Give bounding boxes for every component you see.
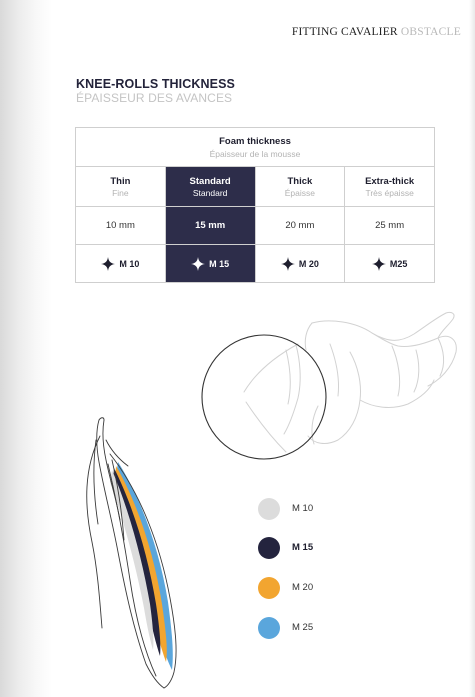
column-subtitle: Très épaisse <box>365 187 414 198</box>
header-title: FITTING CAVALIER <box>291 26 398 38</box>
thickness-value: 15 mm <box>195 220 226 231</box>
foam-subtitle: Épaisseur de la mousse <box>209 148 301 159</box>
legend-label: M 25 <box>292 622 314 633</box>
model-code: M 10 <box>119 258 140 269</box>
legend-swatch <box>258 577 280 599</box>
model-code: M 15 <box>209 258 230 269</box>
legend-label: M 10 <box>292 503 314 514</box>
knee-roll-cross-section <box>87 418 176 688</box>
foam-title: Foam thickness <box>219 135 291 147</box>
legend-swatch <box>258 537 280 559</box>
column-title: Standard <box>189 175 231 187</box>
column-subtitle: Fine <box>112 187 129 198</box>
model-code: M 20 <box>298 258 319 269</box>
legend-swatch <box>258 617 280 639</box>
header-category: OBSTACLE <box>400 26 461 38</box>
legend-label: M 15 <box>292 542 314 553</box>
legend-swatch <box>258 498 280 520</box>
thickness-value: 10 mm <box>105 220 135 231</box>
column-subtitle: Standard <box>192 187 228 198</box>
section-subtitle: ÉPAISSEUR DES AVANCES <box>76 91 233 105</box>
column-subtitle: Épaisse <box>284 187 315 198</box>
thickness-value: 20 mm <box>285 220 315 231</box>
model-code: M25 <box>389 258 408 269</box>
section-title: KNEE-ROLLS THICKNESS <box>76 77 235 91</box>
saddle-outline <box>244 312 456 452</box>
legend-label: M 20 <box>292 582 314 593</box>
column-title: Thick <box>287 175 313 187</box>
magnifier-circle <box>202 335 326 459</box>
column-title: Extra-thick <box>365 175 415 187</box>
thickness-value: 25 mm <box>375 220 405 231</box>
column-title: Thin <box>110 175 131 187</box>
